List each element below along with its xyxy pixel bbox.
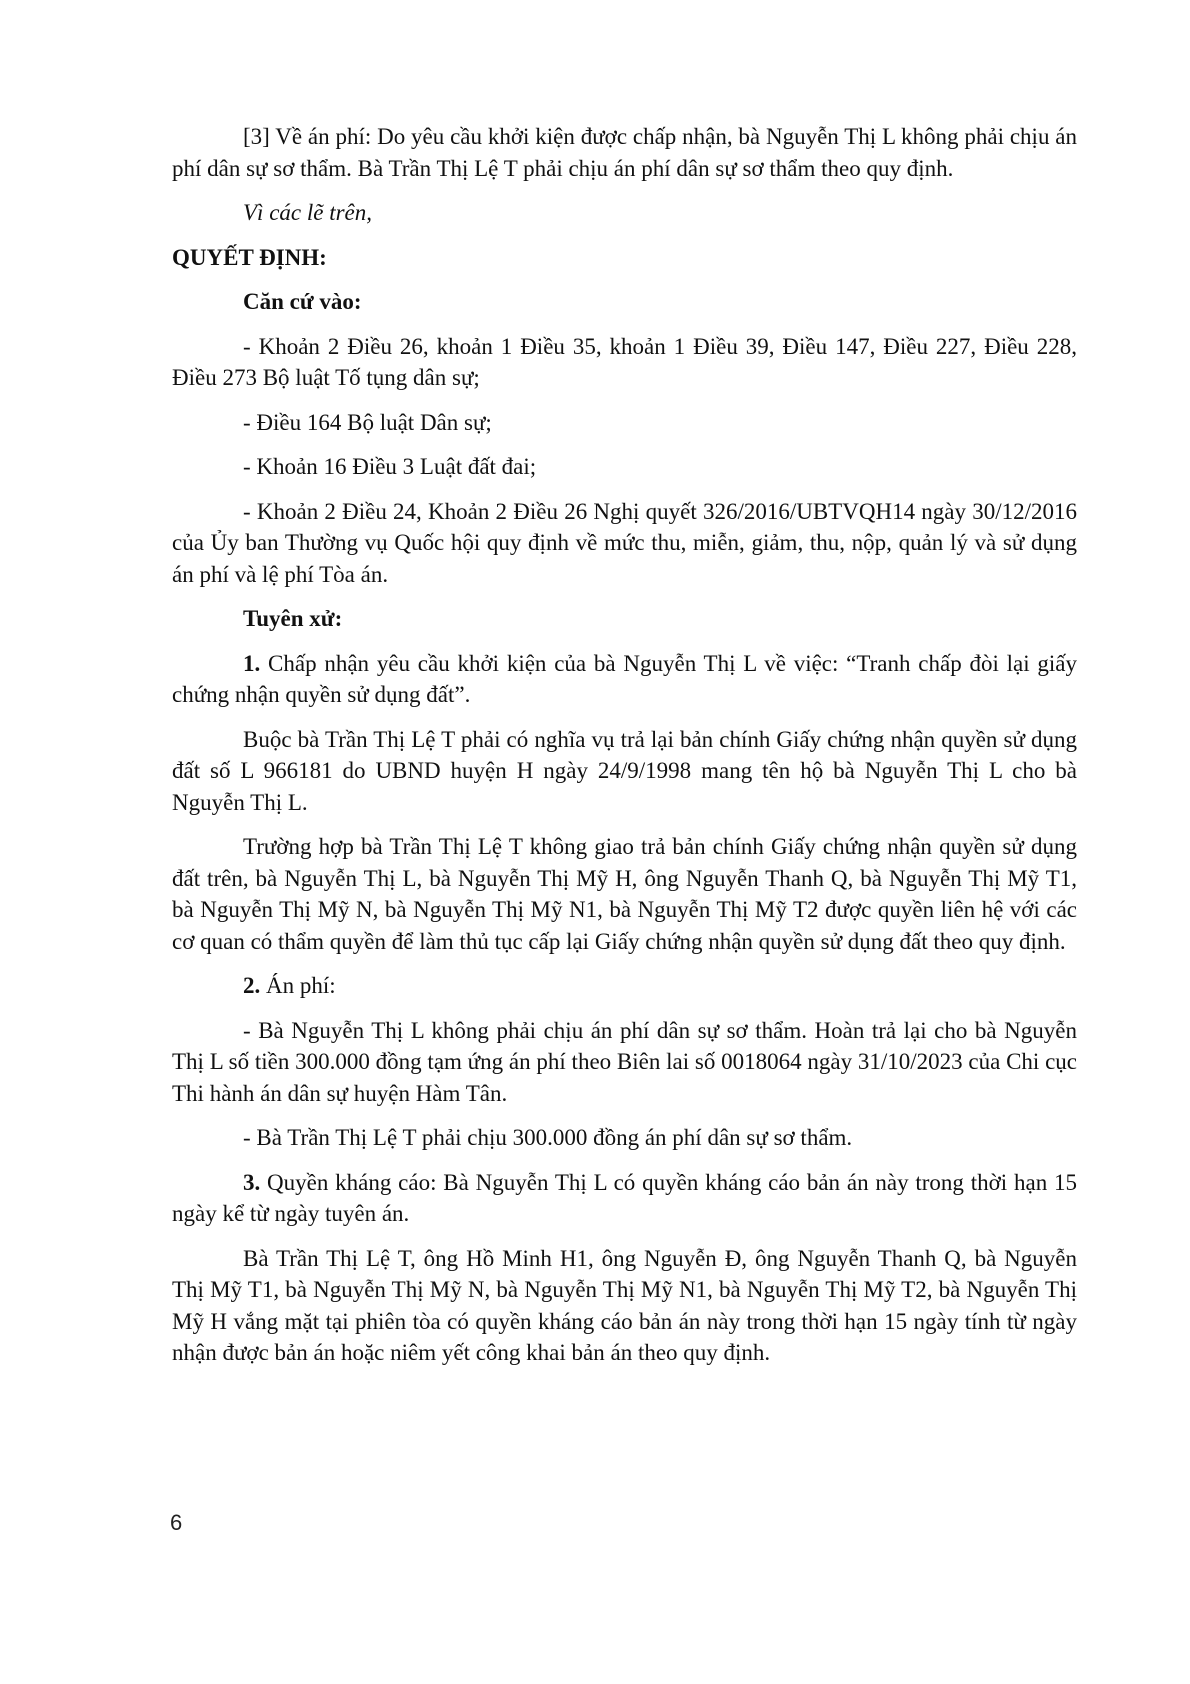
basis-item: - Khoản 2 Điều 24, Khoản 2 Điều 26 Nghị quyết 326/2016/UBTVQH14 ngày 30/12/2016 của Ủy ban Thường vụ Quốc hội quy định về mức thu, miễn, giảm, thu, nộp, quản lý và sử dụng án phí và lệ phí Tòa án. (172, 498, 1077, 587)
basis-item: - Điều 164 Bộ luật Dân sự; (243, 409, 492, 435)
item-number: 3. (243, 1169, 261, 1195)
ruling-heading: Tuyên xử: (243, 606, 343, 631)
paragraph-for-reasons: Vì các lẽ trên, (243, 200, 373, 225)
item-text: Án phí: (260, 973, 336, 998)
decision-heading: QUYẾT ĐỊNH: (172, 244, 327, 270)
ruling-item-3 (172, 1167, 1077, 1230)
ruling-item-3-absent-parties: Bà Trần Thị Lệ T, ông Hồ Minh H1, ông Nguyễn Đ, ông Nguyễn Thanh Q, bà Nguyễn Thị Mỹ T1, bà Nguyễn Thị Mỹ N, bà Nguyễn Thị Mỹ N1, bà Nguyễn Thị Mỹ T2, bà Nguyễn Thị Mỹ H vắng mặt tại phiên tòa có quyền kháng cáo bản án này trong thời hạn 15 ngày tính từ ngày nhận được bản án hoặc niêm yết công khai bản án theo quy định. (172, 1245, 1077, 1365)
item-text: Quyền kháng cáo: Bà Nguyễn Thị L có quyền kháng cáo bản án này trong thời hạn 15 ngày kể từ ngày tuyên án. (172, 1169, 1077, 1226)
item-number: 1. (243, 650, 261, 676)
page-number: 6 (170, 1510, 183, 1535)
ruling-item-1 (172, 648, 1077, 711)
ruling-item-1-alternative: Trường hợp bà Trần Thị Lệ T không giao trả bản chính Giấy chứng nhận quyền sử dụng đất trên, bà Nguyễn Thị L, bà Nguyễn Thị Mỹ H, ông Nguyễn Thanh Q, bà Nguyễn Thị Mỹ T1, bà Nguyễn Thị Mỹ N, bà Nguyễn Thị Mỹ N1, bà Nguyễn Thị Mỹ T2 được quyền liên hệ với các cơ quan có thẩm quyền để làm thủ tục cấp lại Giấy chứng nhận quyền sử dụng đất theo quy định. (172, 834, 1077, 954)
item-text: Chấp nhận yêu cầu khởi kiện của bà Nguyễn Thị L về việc: “Tranh chấp đòi lại giấy chứng nhận quyền sử dụng đất”. (172, 650, 1077, 707)
item-number: 2. (243, 973, 261, 998)
basis-item: - Khoản 2 Điều 26, khoản 1 Điều 35, khoản 1 Điều 39, Điều 147, Điều 227, Điều 228, Điều 273 Bộ luật Tố tụng dân sự; (172, 333, 1077, 390)
ruling-item-2-refund: - Bà Nguyễn Thị L không phải chịu án phí dân sự sơ thẩm. Hoàn trả lại cho bà Nguyễn Thị L số tiền 300.000 đồng tạm ứng án phí theo Biên lai số 0018064 ngày 31/10/2023 của Chi cục Thi hành án dân sự huyện Hàm Tân. (172, 1017, 1077, 1106)
ruling-item-2 (172, 970, 1077, 1002)
paragraph-court-fee-reason: [3] Về án phí: Do yêu cầu khởi kiện được chấp nhận, bà Nguyễn Thị L không phải chịu án phí dân sự sơ thẩm. Bà Trần Thị Lệ T phải chịu án phí dân sự sơ thẩm theo quy định. (172, 124, 1077, 181)
basis-item: - Khoản 16 Điều 3 Luật đất đai; (243, 454, 537, 479)
ruling-item-1-obligation: Buộc bà Trần Thị Lệ T phải có nghĩa vụ trả lại bản chính Giấy chứng nhận quyền sử dụng đất số L 966181 do UBND huyện H ngày 24/9/1998 mang tên hộ bà Nguyễn Thị L cho bà Nguyễn Thị L. (172, 726, 1077, 815)
ruling-item-2-fee: - Bà Trần Thị Lệ T phải chịu 300.000 đồng án phí dân sự sơ thẩm. (243, 1125, 853, 1150)
basis-heading: Căn cứ vào: (243, 289, 362, 314)
document-page (172, 121, 1077, 1382)
